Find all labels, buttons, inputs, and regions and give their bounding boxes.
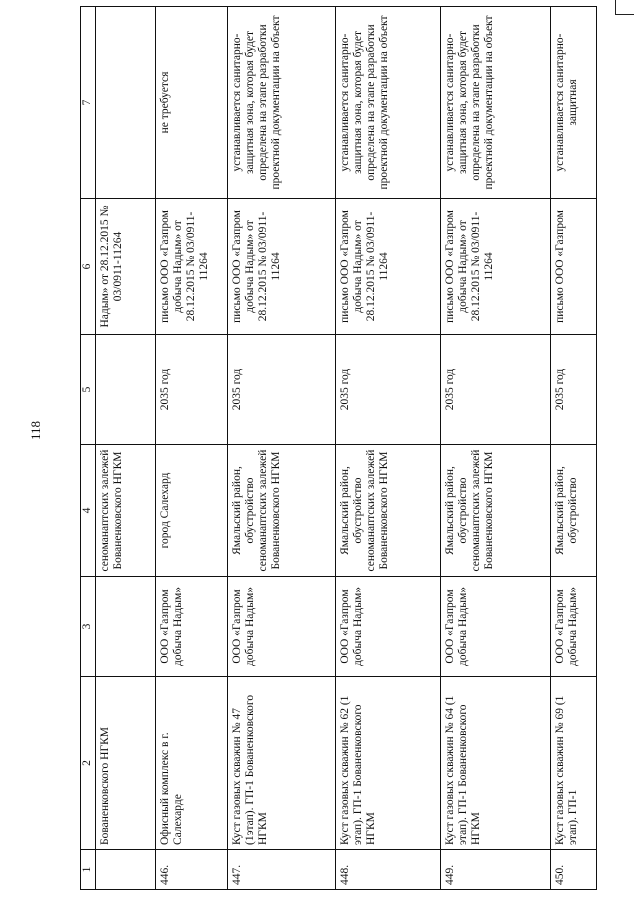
- object-name: Куст газовых скважин № 47 (1этап). ГП-1 Бованенковского НГКМ: [228, 677, 336, 850]
- basis: Надым» от 28.12.2015 № 03/0911-11264: [96, 199, 156, 335]
- year: [96, 335, 156, 445]
- row-number: [96, 850, 156, 890]
- corner-mark: [615, 0, 634, 15]
- object-name: Офисный комплекс в г. Салехарде: [156, 677, 228, 850]
- col-header-2: 2: [81, 677, 96, 850]
- location: сеноманаптских залежей Бованенковского НГКМ: [96, 445, 156, 577]
- organization: [96, 577, 156, 677]
- basis: письмо ООО «Газпром добыча Надым» от 28.12.2015 № 03/0911-11264: [228, 199, 336, 335]
- location: Ямальский район, обустройство сеноманаптских залежей Бованенковского НГКМ: [441, 445, 551, 577]
- col-header-3: 3: [81, 577, 96, 677]
- col-header-4: 4: [81, 445, 96, 577]
- object-name: Куст газовых скважин № 64 (1 этап). ГП-1 Бованенковского НГКМ: [441, 677, 551, 850]
- organization: ООО «Газпром добыча Надым»: [336, 577, 441, 677]
- col-header-1: 1: [81, 850, 96, 890]
- table-row: [228, 7, 336, 890]
- organization: ООО «Газпром добыча Надым»: [156, 577, 228, 677]
- registry-table: [80, 6, 597, 890]
- note: не требуется: [156, 7, 228, 199]
- location: Ямальский район, обустройство сеноманаптских залежей Бованенковского НГКМ: [228, 445, 336, 577]
- basis: письмо ООО «Газпром добыча Надым» от 28.12.2015 № 03/0911-11264: [441, 199, 551, 335]
- table-row: [336, 7, 441, 890]
- note: устанавливается санитарно-защитная: [551, 7, 597, 199]
- object-name: Куст газовых скважин № 62 (1 этап). ГП-1 Бованенковского НГКМ: [336, 677, 441, 850]
- col-header-5: 5: [81, 335, 96, 445]
- rotated-table-wrapper: [80, 7, 595, 890]
- location: город Салехард: [156, 445, 228, 577]
- table-row: [551, 7, 597, 890]
- year: 2035 год: [336, 335, 441, 445]
- organization: ООО «Газпром добыча Надым»: [551, 577, 597, 677]
- row-number: 447.: [228, 850, 336, 890]
- page-number: 118: [28, 420, 43, 440]
- organization: ООО «Газпром добыча Надым»: [441, 577, 551, 677]
- table-row: [441, 7, 551, 890]
- table-row: [96, 7, 156, 890]
- organization: ООО «Газпром добыча Надым»: [228, 577, 336, 677]
- note: устанавливается санитарно-защитная зона, которая будет определена на этапе разработки проектной документации на объект: [228, 7, 336, 199]
- row-number: 446.: [156, 850, 228, 890]
- row-number: 449.: [441, 850, 551, 890]
- object-name: Куст газовых скважин № 69 (1 этап). ГП-1: [551, 677, 597, 850]
- basis: письмо ООО «Газпром добыча Надым» от 28.12.2015 № 03/0911-11264: [156, 199, 228, 335]
- note: [96, 7, 156, 199]
- col-header-6: 6: [81, 199, 96, 335]
- row-number: 450.: [551, 850, 597, 890]
- year: 2035 год: [228, 335, 336, 445]
- table-row: [156, 7, 228, 890]
- basis: письмо ООО «Газпром добыча Надым» от 28.12.2015 № 03/0911-11264: [336, 199, 441, 335]
- year: 2035 год: [441, 335, 551, 445]
- note: устанавливается санитарно-защитная зона, которая будет определена на этапе разработки проектной документации на объект: [441, 7, 551, 199]
- year: 2035 год: [551, 335, 597, 445]
- location: Ямальский район, обустройство: [551, 445, 597, 577]
- note: устанавливается санитарно-защитная зона, которая будет определена на этапе разработки проектной документации на объект: [336, 7, 441, 199]
- col-header-7: 7: [81, 7, 96, 199]
- year: 2035 год: [156, 335, 228, 445]
- row-number: 448.: [336, 850, 441, 890]
- header-row: [81, 7, 96, 890]
- basis: письмо ООО «Газпром: [551, 199, 597, 335]
- location: Ямальский район, обустройство сеноманаптских залежей Бованенковского НГКМ: [336, 445, 441, 577]
- object-name: Бованенковского НГКМ: [96, 677, 156, 850]
